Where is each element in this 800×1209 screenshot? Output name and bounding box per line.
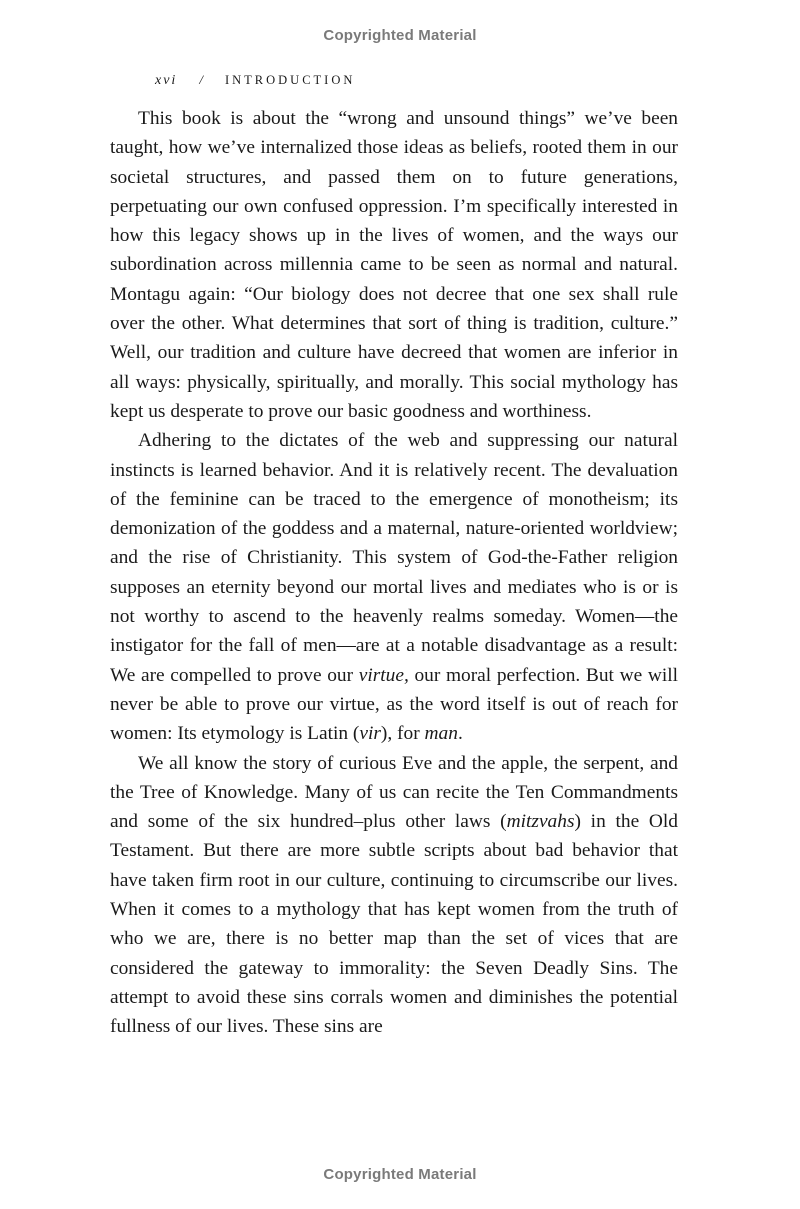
paragraph-2: [110, 426, 678, 748]
emphasis-virtue: virtue,: [358, 664, 409, 686]
running-head: [155, 72, 355, 89]
paragraph-2-text-c: ), for: [380, 723, 425, 745]
page-number: xvi: [155, 73, 178, 88]
emphasis-vir: vir: [359, 723, 381, 745]
running-head-separator: /: [199, 72, 203, 87]
copyright-watermark-top: Copyrighted Material: [323, 27, 477, 44]
paragraph-3-text-a: We all know the story of curious Eve and the apple, the serpent, and the Tree of Knowledge. Many of us can recite the Ten Commandments and some of the six hundred–plus other laws (: [110, 752, 678, 833]
section-title: INTRODUCTION: [224, 73, 356, 87]
emphasis-man: man: [424, 723, 458, 745]
paragraph-2-text-d: .: [457, 723, 463, 745]
copyright-watermark-bottom: Copyrighted Material: [323, 1166, 477, 1183]
paragraph-2-text-b: our moral perfection. But we will never be able to prove our virtue, as the word itself is out of reach for women: Its etymology is Latin (: [110, 664, 678, 745]
emphasis-mitzvahs: mitzvahs: [506, 811, 575, 833]
paragraph-1: This book is about the “wrong and unsound things” we’ve been taught, how we’ve internalized those ideas as beliefs, rooted them in our societal structures, and passed them on to future generations, perpetuating our own confused oppression. I’m specifically interested in how this legacy shows up in the lives of women, and the ways our subordination across millennia came to be seen as normal and natural. Montagu again: “Our biology does not decree that one sex shall rule over the other. What determines that sort of thing is tradition, culture.” Well, our tradition and culture have decreed that women are inferior in all ways: physically, spiritually, and morally. This social mythology has kept us desperate to prove our basic goodness and worthiness.: [110, 108, 678, 422]
paragraph-2-text-a: Adhering to the dictates of the web and suppressing our natural instincts is learned behavior. And it is relatively recent. The devaluation of the feminine can be traced to the emergence of monotheism; its demonization of the goddess and a maternal, nature-oriented worldview; and the rise of Christianity. This system of God-the-Father religion supposes an eternity beyond our mortal lives and mediates who is or is not worthy to ascend to the heavenly realms someday. Women—the instigator for the fall of men—are at a notable disadvantage as a result: We are compelled to prove our: [110, 430, 678, 686]
paragraph-3: [110, 749, 678, 1042]
paragraph-3-text-b: ) in the Old Testament. But there are more subtle scripts about bad behavior that have taken firm root in our culture, continuing to circumscribe our lives. When it comes to a mythology that has kept women from the truth of who we are, there is no better map than the set of vices that are considered the gateway to immorality: the Seven Deadly Sins. The attempt to avoid these sins corrals women and diminishes the potential fullness of our lives. These sins are: [110, 811, 678, 1038]
body-text: [110, 104, 678, 1042]
